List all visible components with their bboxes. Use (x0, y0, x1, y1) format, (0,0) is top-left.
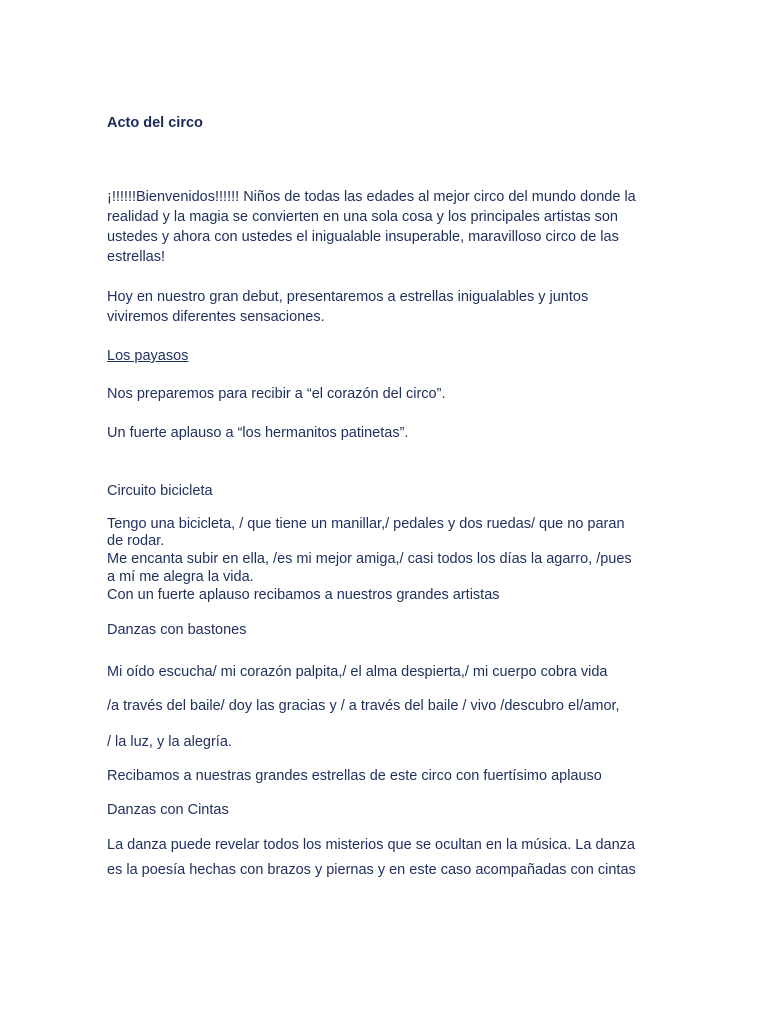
cintas-text-line: es la poesía hechas con brazos y piernas y en este caso acompañadas con cintas (107, 862, 636, 878)
payasos-line: Un fuerte aplauso a “los hermanitos patinetas”. (107, 425, 409, 441)
debut-line: Hoy en nuestro gran debut, presentaremos a estrellas inigualables y juntos (107, 289, 589, 305)
bicicleta-heading: Circuito bicicleta (107, 483, 213, 499)
document-title: Acto del circo (107, 115, 203, 131)
intro-line: realidad y la magia se convierten en una sola cosa y los principales artistas son (107, 209, 618, 225)
bastones-heading: Danzas con bastones (107, 622, 247, 638)
bastones-poem-line: / la luz, y la alegría. (107, 734, 232, 750)
debut-line: viviremos diferentes sensaciones. (107, 309, 325, 325)
bicicleta-poem-line: Con un fuerte aplauso recibamos a nuestros grandes artistas (107, 587, 500, 603)
bicicleta-poem-line: a mí me alegra la vida. (107, 569, 254, 585)
intro-line: estrellas! (107, 249, 166, 265)
intro-line: ustedes y ahora con ustedes el inigualable insuperable, maravilloso circo de las (107, 229, 619, 245)
cintas-text-line: La danza puede revelar todos los misterios que se ocultan en la música. La danza (107, 837, 635, 853)
bastones-applause: Recibamos a nuestras grandes estrellas de este circo con fuertísimo aplauso (107, 768, 602, 784)
cintas-heading: Danzas con Cintas (107, 802, 229, 818)
bastones-poem-line: /a través del baile/ doy las gracias y / a través del baile / vivo /descubro el/amor, (107, 698, 620, 714)
bicicleta-poem-line: Tengo una bicicleta, / que tiene un manillar,/ pedales y dos ruedas/ que no paran (107, 516, 625, 532)
bicicleta-poem-line: Me encanta subir en ella, /es mi mejor amiga,/ casi todos los días la agarro, /pues (107, 551, 632, 567)
payasos-line: Nos preparemos para recibir a “el corazón del circo”. (107, 386, 446, 402)
intro-line: ¡!!!!!!Bienvenidos!!!!!! Niños de todas las edades al mejor circo del mundo donde la (107, 189, 636, 205)
payasos-heading: Los payasos (107, 348, 189, 364)
bicicleta-poem-line: de rodar. (107, 533, 165, 549)
bastones-poem-line: Mi oído escucha/ mi corazón palpita,/ el alma despierta,/ mi cuerpo cobra vida (107, 664, 608, 680)
